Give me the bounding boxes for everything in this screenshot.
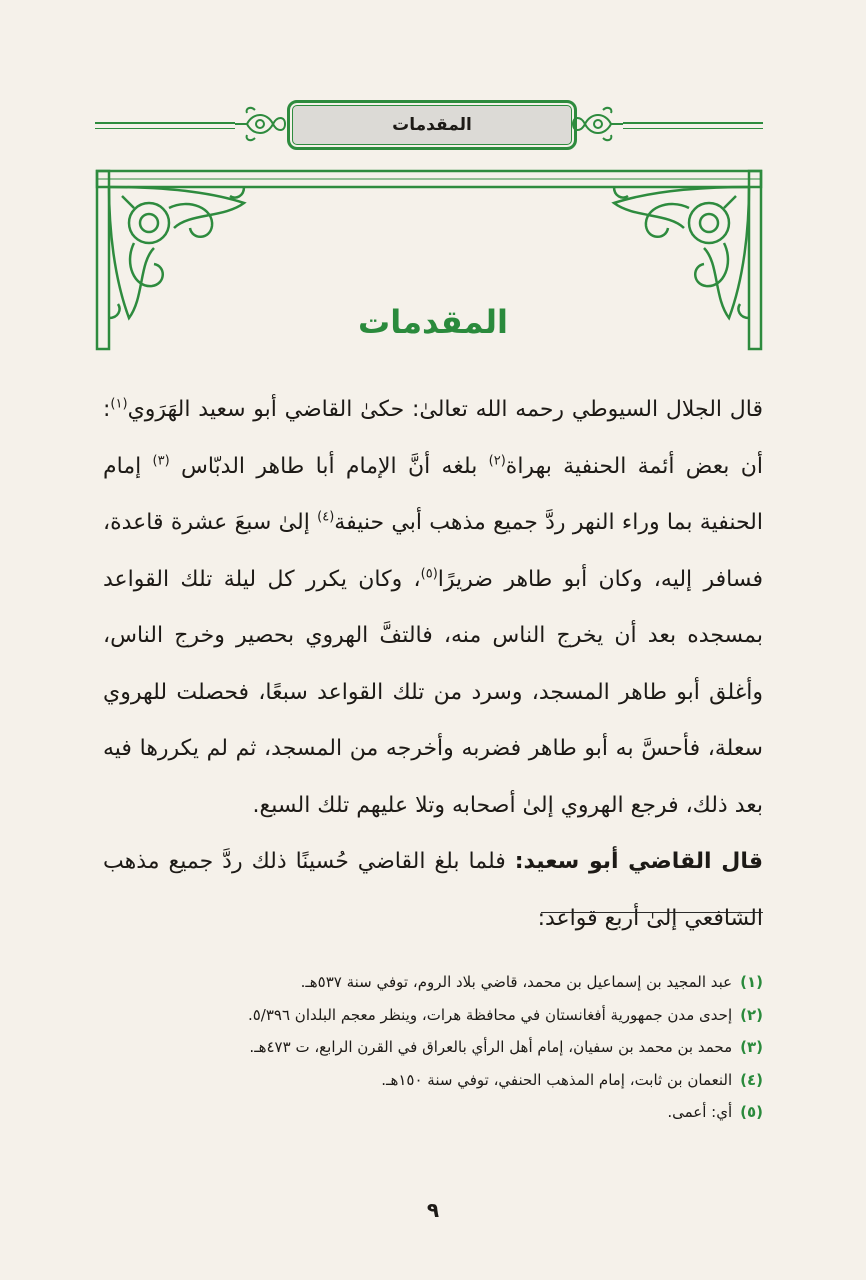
paragraph-1: [103, 382, 763, 834]
body-text: [103, 382, 763, 947]
header-rule-right: [623, 122, 763, 129]
text-run: : أن بعض أئمة الحنفية بهراة: [103, 397, 764, 479]
header-title: المقدمات: [287, 100, 577, 150]
text-run: إمام الحنفية بما وراء النهر ردَّ جميع مذهب أبي حنيفة: [103, 453, 763, 535]
text-run: ، وكان يكرر كل ليلة تلك القواعد بمسجده بعد أن يخرج الناس منه، فالتفَّ الهروي بحصير وخرج الناس، وأغلق أبو طاهر المسجد، وسرد من تلك القواعد سبعًا، فحصلت للهروي سعلة، فأحسَّ به أبو طاهر فضربه وأخرجه من المسجد، ثم لم يكررها فيه بعد ذلك، فرجع الهروي إلىٰ أصحابه وتلا عليهم تلك السبع.: [103, 566, 763, 818]
footnote-number: (٥): [740, 1103, 763, 1121]
footnote-text: عبد المجيد بن إسماعيل بن محمد، قاضي بلاد الروم، توفي سنة ٥٣٧هـ.: [300, 973, 733, 991]
footnote-ref-2[interactable]: (٢): [488, 453, 506, 469]
footnote-ref-5[interactable]: (٥): [420, 566, 438, 582]
footnote-text: النعمان بن ثابت، إمام المذهب الحنفي، توفي سنة ١٥٠هـ.: [381, 1070, 733, 1089]
header-ornament-right-icon: [571, 104, 625, 144]
text-run: فلما بلغ القاضي حُسينًا ذلك ردَّ جميع مذهب الشافعي إلىٰ أربع قواعد:: [103, 849, 763, 931]
footnote-3: [103, 1031, 763, 1064]
chapter-title: المقدمات: [358, 303, 508, 341]
footnote-ref-3[interactable]: (٣): [152, 453, 170, 469]
footnote-number: (٢): [740, 1005, 763, 1024]
footnotes: [103, 966, 763, 1129]
footnote-4: [103, 1064, 763, 1097]
footnote-text: محمد بن محمد بن سفيان، إمام أهل الرأي بالعراق في القرن الرابع، ت ٤٧٣هـ.: [249, 1038, 733, 1056]
footnote-text: أي: أعمى.: [667, 1103, 733, 1121]
text-run: بلغه أنَّ الإمام أبا طاهر الدبّاس: [169, 453, 489, 479]
footnote-5: [103, 1096, 763, 1129]
page-number: ٩: [426, 1198, 440, 1222]
footnote-ref-1[interactable]: (١): [110, 396, 128, 412]
text-run: قال الجلال السيوطي رحمه الله تعالىٰ: حكىٰ القاضي أبو سعيد الهَرَوي: [127, 397, 763, 422]
footnote-number: (١): [740, 973, 763, 991]
footnote-text: إحدى مدن جمهورية أفغانستان في محافظة هرات، وينظر معجم البلدان ٥/٣٩٦.: [247, 1005, 733, 1024]
paragraph-2: [103, 834, 763, 947]
header-ornament-left-icon: [233, 104, 287, 144]
footnote-2: [103, 999, 763, 1032]
text-run: إلىٰ سبعَ عشرة قاعدة، فسافر إليه، وكان أبو طاهر ضريرًا: [103, 510, 763, 592]
footnote-ref-4[interactable]: (٤): [317, 509, 335, 525]
paragraph-2-lead: قال القاضي أبو سعيد:: [514, 849, 763, 874]
footnote-1: [103, 966, 763, 999]
footnote-number: (٤): [740, 1070, 763, 1089]
running-header: [95, 100, 763, 148]
footnote-number: (٣): [740, 1038, 763, 1056]
footnote-separator: [541, 912, 763, 913]
header-rule-left: [95, 122, 235, 129]
